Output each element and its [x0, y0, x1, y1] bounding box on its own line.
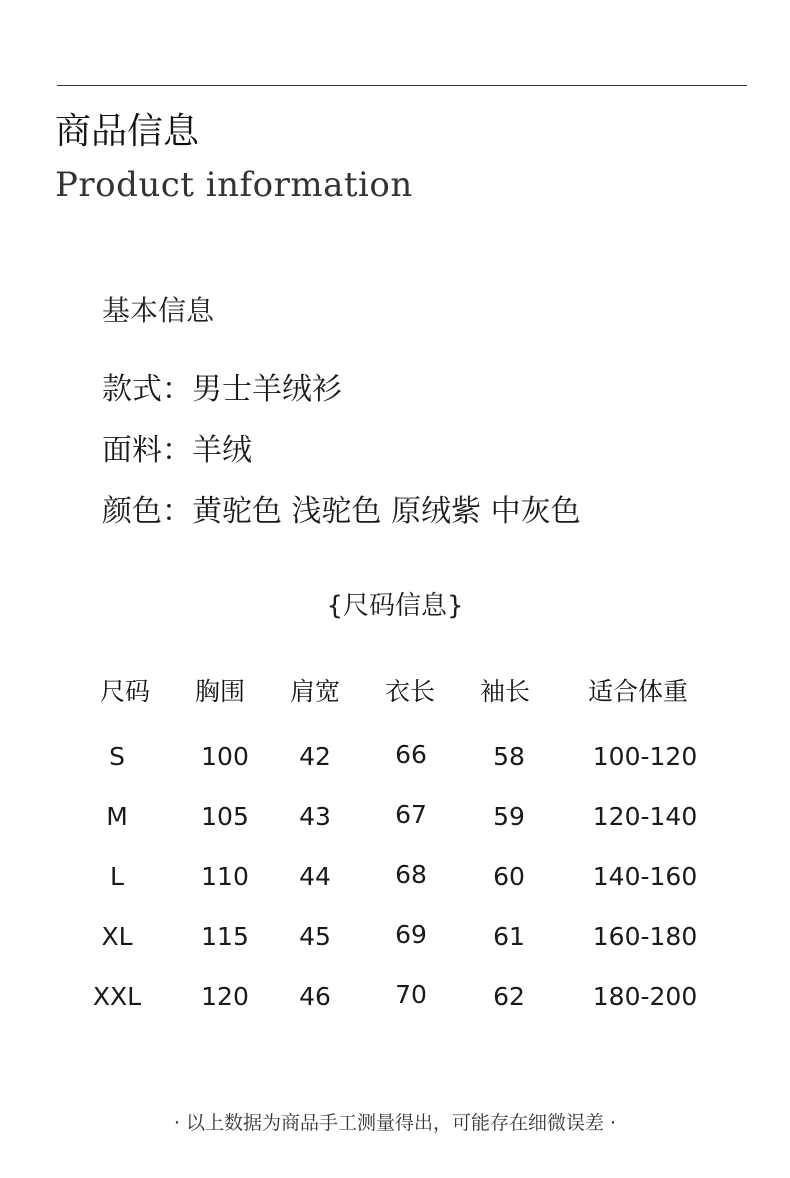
table-cell-length: 66	[395, 740, 427, 769]
table-cell-sleeve: 60	[493, 862, 525, 891]
table-cell-sleeve: 58	[493, 742, 525, 771]
table-cell-size: XL	[101, 922, 133, 951]
column-header-weight: 适合体重	[587, 677, 689, 706]
table-cell-shoulder: 45	[299, 922, 331, 951]
table-cell-chest: 110	[201, 862, 249, 891]
size-info-heading: {尺码信息}	[326, 591, 464, 621]
table-cell-size: M	[106, 802, 128, 831]
table-cell-sleeve: 62	[493, 982, 525, 1011]
table-cell-chest: 115	[201, 922, 249, 951]
table-cell-chest: 100	[201, 742, 249, 771]
table-cell-weight: 140-160	[592, 862, 698, 891]
table-cell-shoulder: 43	[299, 802, 331, 831]
table-cell-weight: 180-200	[592, 982, 698, 1011]
table-cell-length: 67	[395, 800, 427, 829]
table-cell-sleeve: 59	[493, 802, 525, 831]
table-cell-chest: 120	[201, 982, 249, 1011]
measurement-footnote: · 以上数据为商品手工测量得出，可能存在细微误差 ·	[173, 1112, 617, 1134]
table-cell-length: 70	[395, 980, 427, 1009]
table-cell-size: L	[110, 862, 124, 891]
table-cell-size: S	[109, 742, 125, 771]
table-cell-chest: 105	[201, 802, 249, 831]
basic-info-heading: 基本信息	[102, 294, 215, 327]
column-header-shoulder: 肩宽	[289, 677, 341, 706]
column-header-sleeve: 袖长	[479, 677, 531, 706]
column-header-size: 尺码	[99, 677, 151, 706]
page-title-cn: 商品信息	[55, 111, 200, 152]
table-cell-shoulder: 42	[299, 742, 331, 771]
column-header-length: 衣长	[384, 677, 436, 706]
table-cell-sleeve: 61	[493, 922, 525, 951]
table-cell-length: 68	[395, 860, 427, 889]
material-info: 面料：羊绒	[102, 433, 252, 468]
page-title-en: Product information	[55, 165, 413, 205]
table-cell-weight: 100-120	[592, 742, 698, 771]
table-cell-weight: 160-180	[592, 922, 698, 951]
column-header-chest: 胸围	[194, 677, 246, 706]
table-cell-size: XXL	[92, 982, 142, 1011]
color-info: 颜色：黄驼色 浅驼色 原绒紫 中灰色	[102, 494, 581, 529]
table-cell-length: 69	[395, 920, 427, 949]
table-cell-shoulder: 44	[299, 862, 331, 891]
table-cell-shoulder: 46	[299, 982, 331, 1011]
style-info: 款式：男士羊绒衫	[102, 372, 342, 407]
table-cell-weight: 120-140	[592, 802, 698, 831]
